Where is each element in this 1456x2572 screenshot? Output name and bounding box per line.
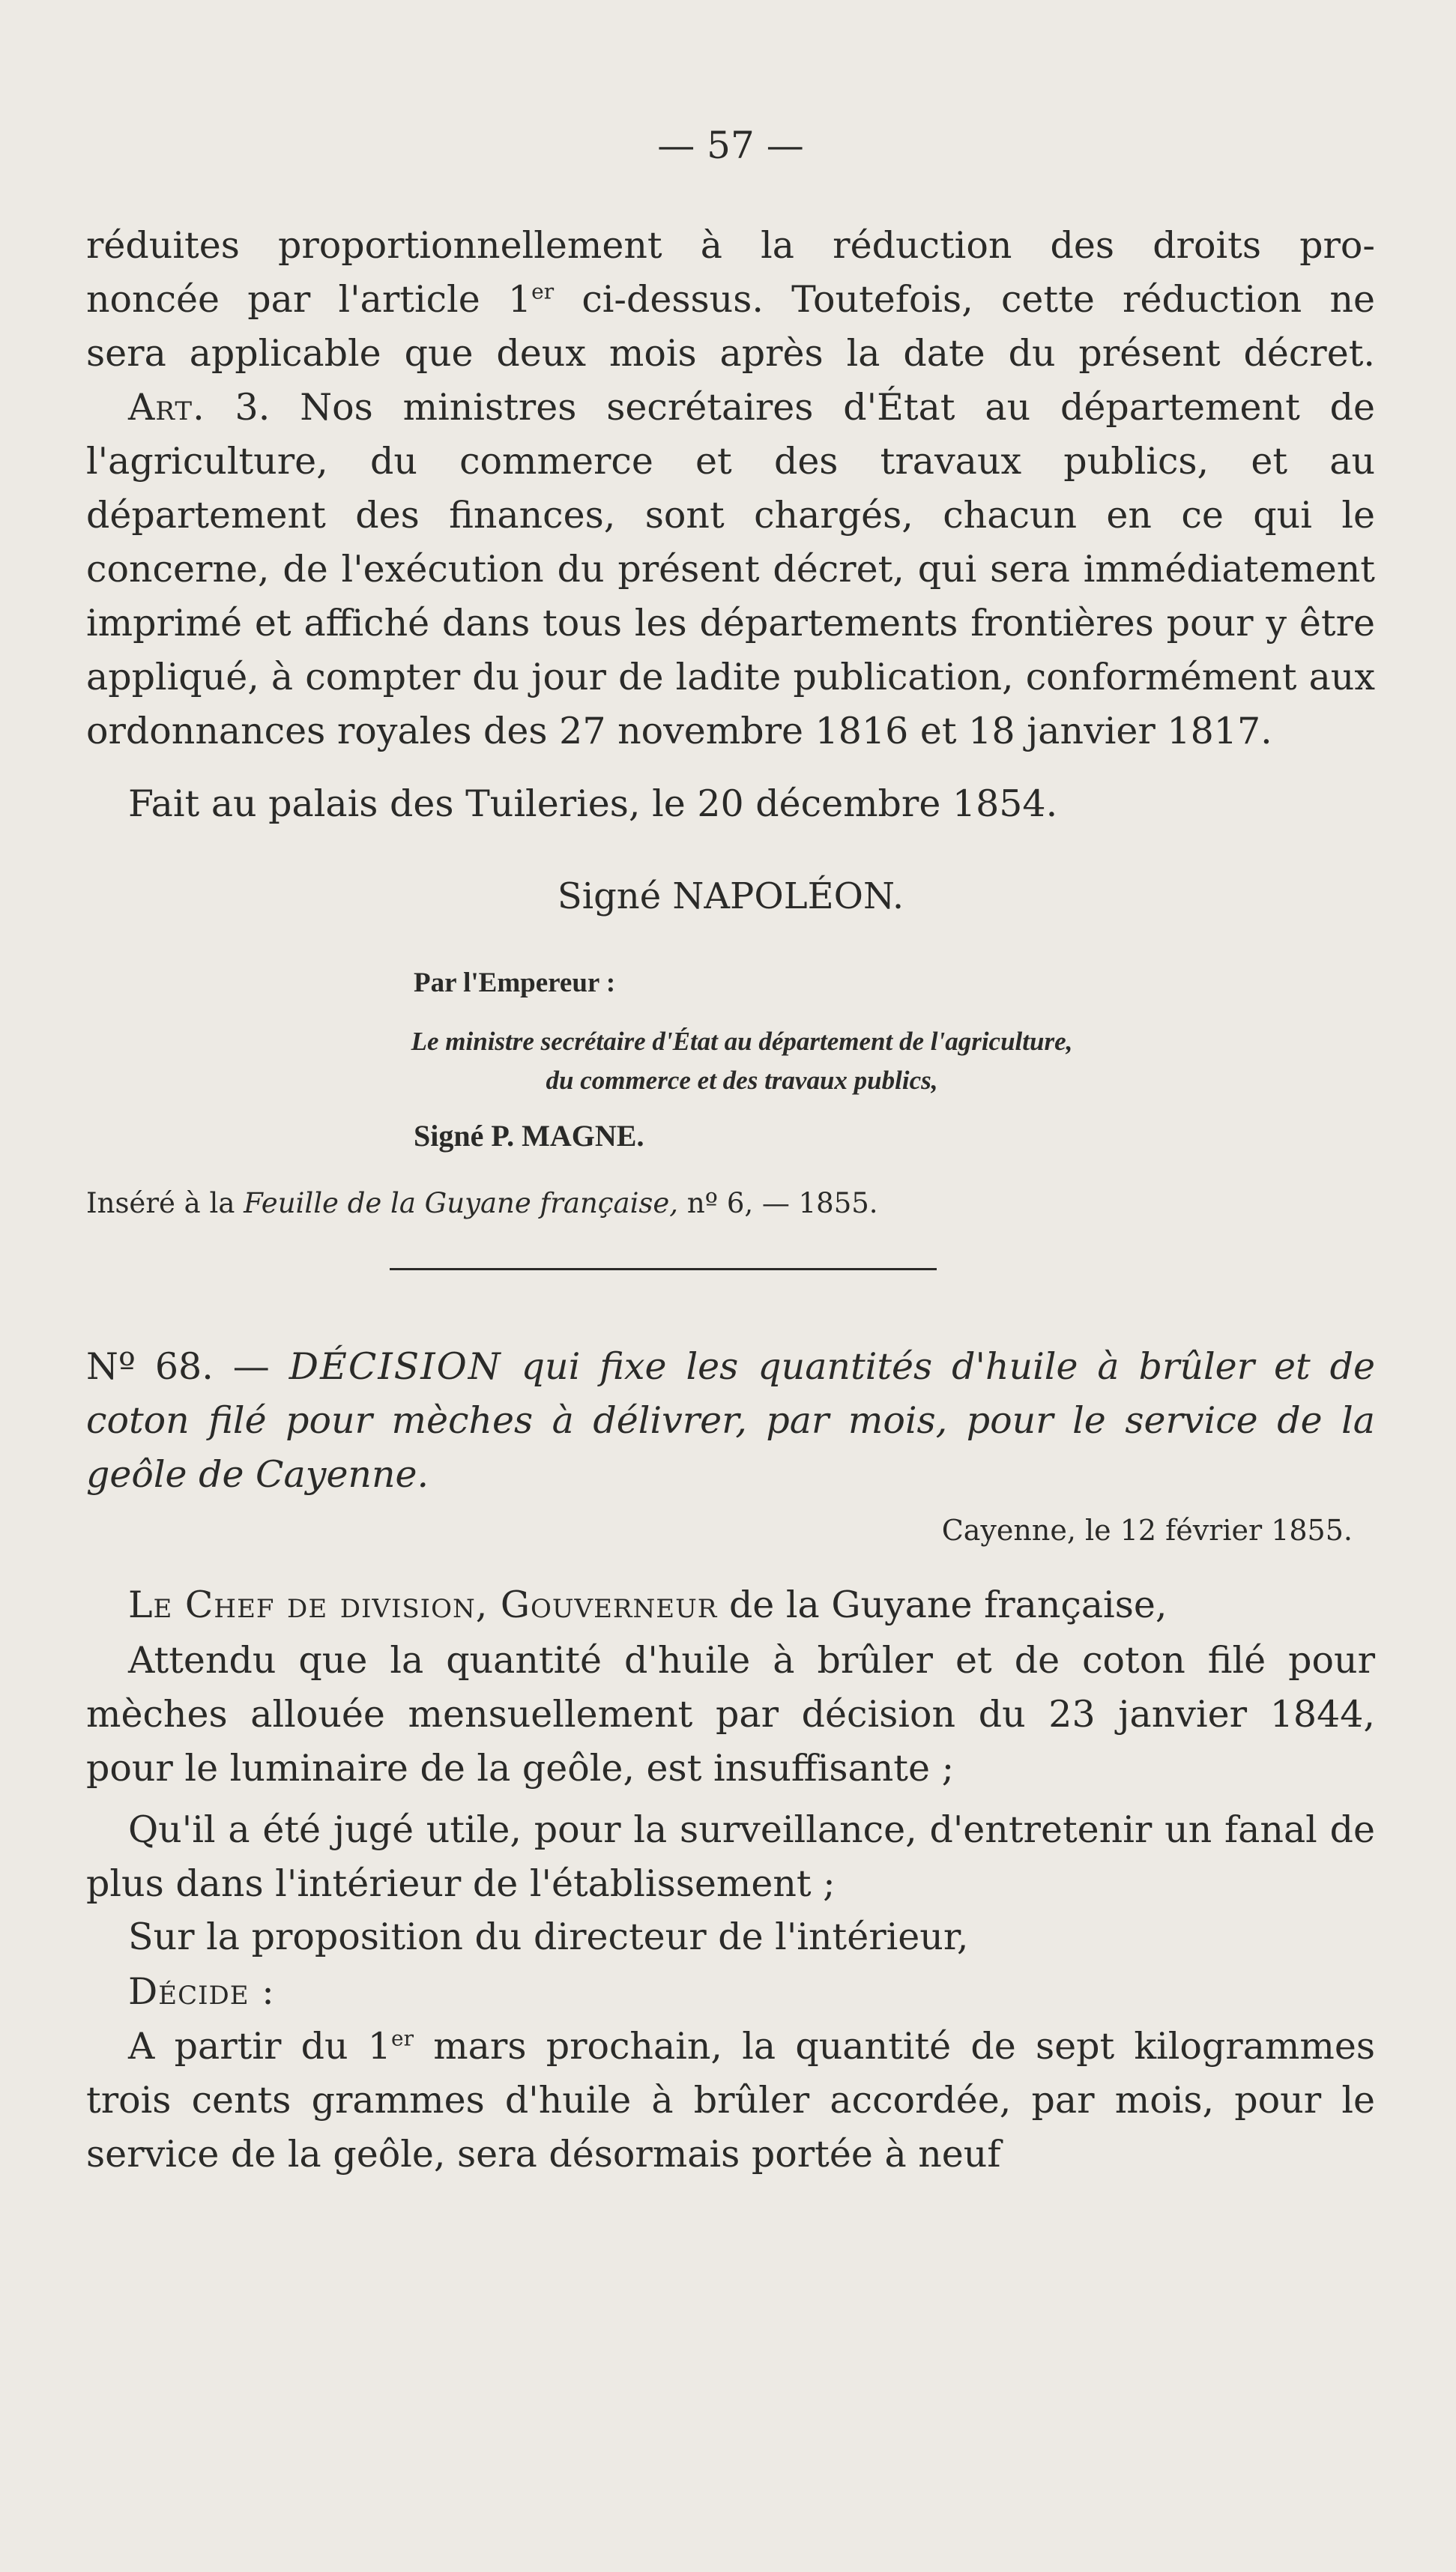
chef-caps: Le Chef de division, Gouverneur (128, 1584, 718, 1626)
a-partir-sup: er (391, 2026, 414, 2051)
article-number: 3. (235, 386, 271, 429)
ordinal-sup: er (531, 279, 555, 304)
quil-para: Qu'il a été jugé utile, pour la surveillance, d'entretenir un fanal de plus dans l'intérieur de l'établissement ; (86, 1808, 1375, 1905)
page-number: — 57 — (657, 124, 804, 167)
chef-rest: de la Guyane française, (728, 1584, 1167, 1626)
a-partir-after: mars prochain, la quantité de sept kilogrammes trois cents grammes d'huile à brûler accordée, par mois, pour le service de la geôle, sera désormais portée à neuf (86, 2025, 1376, 2176)
para1-line2a: noncée par l'article (86, 278, 480, 321)
par-empereur: Par l'Empereur : (414, 967, 616, 998)
ministre-line1: Le ministre secrétaire d'État au département de l'agriculture, (411, 1027, 1073, 1056)
article-3 (86, 381, 1375, 758)
fait-line: Fait au palais des Tuileries, le 20 décembre 1854. (128, 782, 1058, 825)
insertion-note (86, 1187, 1375, 1219)
a-partir-para (86, 2020, 1375, 2182)
decision-number: Nº 68. — (86, 1345, 270, 1388)
ministre-line2: du commerce et des travaux publics, (546, 1066, 938, 1095)
para1-line3: sera applicable que deux mois après la date du présent décret. (86, 332, 1375, 375)
para1-line2: noncée par l'article 1er ci-dessus. Toutefois, cette réduction ne (86, 278, 1375, 321)
insere-suffix: nº 6, — 1855. (686, 1187, 878, 1219)
signature-magne: Signé P. MAGNE. (414, 1119, 644, 1153)
para1-line2b: ci-dessus. Toutefois, cette réduction ne (582, 278, 1375, 321)
decision-heading (86, 1340, 1375, 1502)
decision-title: qui fixe les quantités d'huile à brûler et de coton filé pour mèches à délivrer, par mois, pour le service de la geôle de Cayenne. (86, 1345, 1376, 1496)
insere-prefix: Inséré à la (86, 1187, 235, 1219)
signature-napoleon: Signé NAPOLÉON. (557, 875, 904, 917)
para1-line1: réduites proportionnellement à la réduction des droits pro- (86, 224, 1375, 267)
paragraph-continuation (86, 219, 1375, 381)
decision-caps: DÉCISION (289, 1345, 502, 1388)
section-divider (390, 1268, 937, 1270)
insere-journal: Feuille de la Guyane française, (244, 1187, 679, 1219)
attendu-para: Attendu que la quantité d'huile à brûler et de coton filé pour mèches allouée mensuellement par décision du 23 janvier 1844, pour le luminaire de la geôle, est insuffisante ; (86, 1639, 1375, 1790)
article-label: Art. (128, 386, 205, 429)
article-text: Nos ministres secrétaires d'État au département de l'agriculture, du commerce et des travaux publics, et au département des finances, sont chargés, chacun en ce qui le concerne, de l'exécution du présent décret, qui sera immédiatement imprimé et affiché dans tous les départements frontières pour y être appliqué, à compter du jour de ladite publication, conformément aux ordonnances royales des 27 novembre 1816 et 18 janvier 1817. (86, 386, 1376, 752)
decide-line: Décide : (128, 1970, 275, 2013)
chef-line (86, 1578, 1375, 1632)
place-date: Cayenne, le 12 février 1855. (941, 1514, 1353, 1547)
proposition-para: Sur la proposition du directeur de l'intérieur, (128, 1916, 969, 1958)
a-partir-before: A partir du 1 (128, 2025, 391, 2068)
